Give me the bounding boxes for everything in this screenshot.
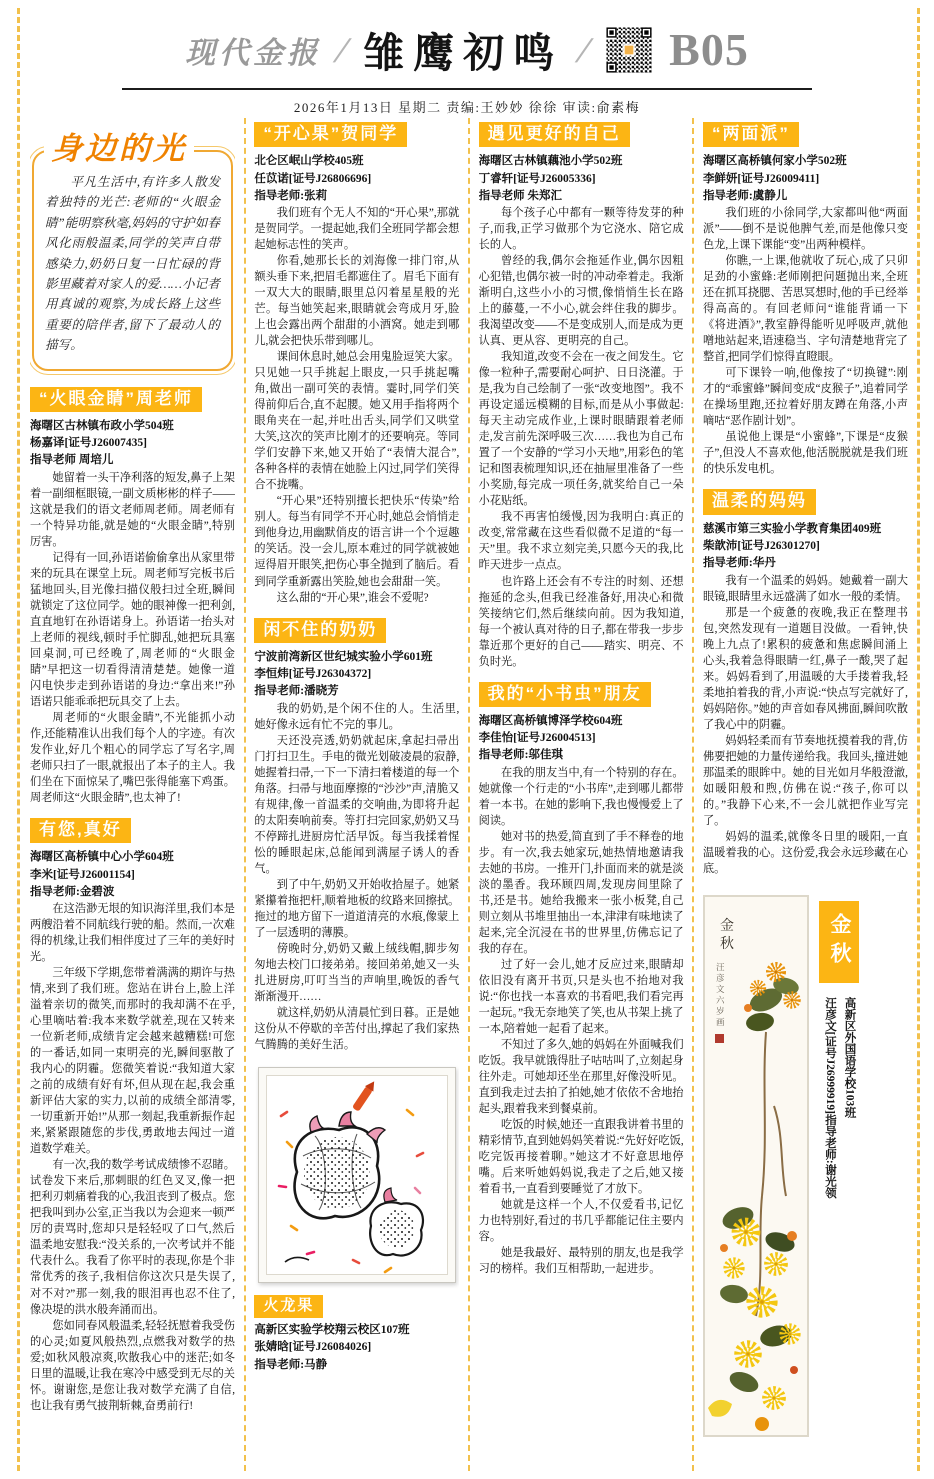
editor-intro [32, 131, 233, 371]
paragraph: 课间休息时,她总会用鬼脸逗笑大家。只见她一只手挑起上眼皮,一只手挑起嘴角,做出一副可笑的表情。霎时,同学们笑得前仰后合,直不起腰。她又用手指将两个眼角夹在一起,并吐出舌头,同学们又哄堂大笑,这次的笑声比刚才的还要响亮。等同学们安静下来,她又开始了“表情大混合”,各种各样的表情在她脸上闪过,同学们笑得合不拢嘴。 [254, 351, 460, 492]
paragraph: 我们班的小徐同学,大家都叫他“两面派”——倒不是说他脾气差,而是他像只变色龙,上课下课能“变”出两种模样。 [702, 207, 908, 252]
svg-text:画: 画 [715, 1016, 725, 1027]
byline-author: 李恒炜[证号J26304372] [254, 668, 372, 681]
article-title: “开心果”贺同学 [254, 122, 407, 147]
byline-author: 李米[证号J26001154] [30, 868, 135, 881]
column-divider [692, 118, 694, 1471]
paragraph: 周老师的“火眼金睛”,不光能抓小动作,还能精准认出我们每个人的字迹。有次发作业,好几个粗心的同学忘了写名字,周老师只扫了一眼,就报出了本子的主人。我们坐在下面惊呆了,嘴巴张得能塞下鸡蛋。周老师这“火眼金睛”,也太神了! [30, 711, 235, 804]
slash-divider: / [333, 29, 351, 70]
byline-school: 海曙区高桥镇博泽学校604班 [478, 714, 623, 727]
byline-teacher: 指导老师:潘晓芳 [254, 685, 339, 698]
byline-author: 任苡诺[证号J26806696] [254, 172, 372, 185]
byline-author: 汪彦文[证号J26999919] [823, 996, 836, 1114]
paragraph: 你看,她那长长的刘海像一排门帘,从额头垂下来,把眉毛都遮住了。眉毛下面有一双大大的眼睛,眼里总闪着星星般的光芒。每当她笑起来,眼睛就会弯成月牙,脸上也会露出两个甜甜的小酒窝。她走到哪儿,就会把快乐带到哪儿。 [254, 255, 460, 348]
byline-teacher: 指导老师 朱郑汇 [478, 189, 562, 202]
byline-school: 海曙区古林镇藕池小学502班 [478, 155, 623, 168]
paragraph: 她是我最好、最特别的朋友,也是我学习的榜样。我们互相帮助,一起进步。 [478, 1247, 684, 1276]
paragraph: 有一次,我的数学考试成绩惨不忍睹。试卷发下来后,那刺眼的红色叉叉,像一把把利刃刺痛着我的心,我沮丧到了极点。您把我叫到办公室,正当我以为会迎来一顿严厉的责骂时,您却只是轻轻叹了口气,然后温柔地安慰我:“没关系的,一次考试并不能代表什么。我看了你平时的表现,你是个非常优秀的孩子,我相信你这次只是失误了,对不对?”那一刻,我的眼泪再也忍不住了,像决堤的洪水般奔涌而出。 [30, 1159, 235, 1316]
article-title: “火眼金睛”周老师 [30, 387, 202, 412]
article-fire-eyes-teacher [30, 375, 235, 806]
golden-autumn-artwork [703, 895, 908, 1437]
byline-school: 慈溪市第三实验小学教育集团409班 [702, 522, 882, 535]
paragraph: 虽说他上课是“小蜜蜂”,下课是“皮猴子”,但没人不喜欢他,他活脱脱就是我们班的快乐发电机。 [702, 431, 908, 476]
paragraph: 曾经的我,偶尔会拖延作业,偶尔因粗心犯错,也偶尔被一时的冲动牵着走。我渐渐明白,这些小小的习惯,像悄悄生长在路上的藤蔓,一不小心,就会绊住我的脚步。我渴望改变——不是变成别人,而是成为更认真、更从容、更明亮的自己。 [478, 255, 684, 348]
paragraph: 她对书的热爱,简直到了手不释卷的地步。有一次,我去她家玩,她热情地邀请我去她的书房。一推开门,扑面而来的就是淡淡的墨香。我环顾四周,发现房间里除了书,还是书。她给我搬来一张小板凳,自己则立刻从书堆里抽出一本,津津有味地读了起来,完全沉浸在书的世界里,仿佛忘记了我的存在。 [478, 830, 684, 955]
column-2 [254, 116, 459, 1473]
article-thank-you-teacher [30, 806, 235, 1414]
paragraph: 在这浩渺无垠的知识海洋里,我们本是两艘沿着不同航线行驶的船。然而,一次难得的机缘,让我们相伴度过了三年的美好时光。 [30, 903, 235, 964]
article-happy-fruit [254, 116, 459, 606]
paragraph: 我们班有个无人不知的“开心果”,那就是贺同学。一提起她,我们全班同学都会想起她标志性的笑声。 [254, 207, 460, 252]
right-dashed-border [917, 8, 920, 1471]
svg-text:文: 文 [715, 983, 725, 994]
intro-body: 平凡生活中,有许多人散发着独特的光芒:老师的“火眼金睛”能明察秋毫,妈妈的守护如春风化雨般温柔,同学的笑声自带感染力,奶奶日复一日忙碌的背影里藏着对家人的爱……小记者用真诚的观察,为成长路上这些重要的陪伴者,留下了最动人的描写。 [45, 175, 220, 353]
byline-author: 李鲜妍[证号J26009411] [702, 172, 820, 185]
article-title: 我的“小书虫”朋友 [479, 682, 651, 707]
page-number: B05 [669, 24, 749, 75]
byline-teacher: 指导老师:邬佳琪 [478, 749, 563, 762]
dateline: 2026年1月13日 星期二 责编:王妙妙 徐徐 审读:俞素梅 [293, 100, 641, 115]
paragraph: 我的奶奶,是个闲不住的人。生活里,她好像永远有忙不完的事儿。 [254, 702, 460, 731]
byline [254, 649, 459, 701]
byline [30, 849, 235, 901]
article-bookworm-friend [479, 670, 684, 1278]
paragraph: 我有一个温柔的妈妈。她戴着一副大眼镜,眼睛里永远盛满了如水一般的柔情。 [702, 574, 908, 603]
paragraph: 在我的朋友当中,有一个特别的存在。她就像一个行走的“小书库”,走到哪儿都带着一本书。在她的影响下,我也慢慢爱上了阅读。 [478, 766, 684, 827]
byline-teacher: 指导老师:金碧波 [30, 885, 115, 898]
byline [703, 521, 908, 573]
byline [254, 153, 459, 205]
article-better-self [479, 116, 684, 670]
byline [479, 153, 684, 205]
intro-title: 身边的光 [44, 123, 194, 168]
paragraph: 我知道,改变不会在一夜之间发生。它像一粒种子,需要耐心呵护、日日浇灌。于是,我为自己绘制了一张“改变地图”。我不再设定遥远模糊的目标,而是从小事做起:每天主动完成作业,上课时眼睛跟着老师走,发言前先深呼吸三次……我也为自己布置了一个安静的“学习小天地”,用彩色的笔记和图表梳理知识,还在抽屉里准备了一些小奖励,每完成一项任务,就奖给自己一朵小花贴纸。 [478, 351, 684, 508]
paragraph: 记得有一回,孙语诺偷偷拿出从家里带来的玩具在课堂上玩。周老师写完板书后猛地回头,目光像扫描仪般扫过全班,瞬间就锁定了这位同学。她的眼神像一把利剑,直直地钉在孙语诺身上。孙语诺一抬头对上老师的视线,顿时手忙脚乱,她把玩具塞回桌洞,可已经晚了,周老师的“火眼金睛”早把这一切看得清清楚楚。她像一道闪电快步走到孙语诺的身边:“拿出来!”孙语诺只能乖乖把玩具交了上去。 [30, 551, 235, 708]
masthead: 现代金报 [185, 36, 322, 70]
artwork-byline [254, 1322, 459, 1374]
column-3 [479, 116, 684, 1473]
dragon-fruit-artwork [254, 1067, 459, 1374]
article-two-faced [703, 116, 908, 477]
article-title: 温柔的妈妈 [703, 489, 816, 514]
svg-text:六: 六 [715, 994, 725, 1005]
byline-school: 高新区实验学校翔云校区107班 [254, 1324, 410, 1337]
svg-text:秋: 秋 [719, 936, 734, 952]
column-divider [468, 118, 470, 1471]
byline-teacher: 指导老师:谢光领 [823, 1113, 836, 1199]
byline-author: 李佳怡[证号J26004513] [478, 732, 596, 745]
byline-school: 宁波前湾新区世纪城实验小学601班 [254, 650, 433, 663]
byline-author: 杨嘉译[证号J26007435] [30, 437, 147, 450]
slash-divider: / [575, 29, 593, 70]
paragraph: 你瞧,一上课,他就收了玩心,成了只卯足劲的小蜜蜂:老师刚把问题抛出来,全班还在抓耳挠腮、苦思冥想时,他的手已经举得高高的。有回老师问“谁能背诵一下《将进酒》”,教室静得能听见呼吸声,就他噌地站起来,语速稳当、字句清楚地背完了整首,把同学们惊得直瞪眼。 [702, 255, 908, 364]
byline-author: 柴歆沛[证号J26301270] [702, 540, 820, 553]
article-busy-grandma [254, 606, 459, 1053]
paragraph: 这么甜的“开心果”,谁会不爱呢? [276, 591, 429, 604]
byline-teacher: 指导老师 周培儿 [30, 454, 114, 467]
left-dashed-border [17, 8, 20, 1471]
paragraph: “开心果”还特别擅长把快乐“传染”给别人。每当有同学不开心时,她总会悄悄走到他身边,用幽默俏皮的语言讲一个个逗趣的笑话。没一会儿,原本难过的同学就被她逗得眉开眼笑,把伤心事全抛到了脑后。看到同学重新露出笑脸,她也会甜甜一笑。 [254, 495, 460, 588]
picture-frame [258, 1067, 456, 1283]
byline-school: 海曙区高桥镇中心小学604班 [30, 851, 174, 864]
paragraph: 也许路上还会有不专注的时刻、还想拖延的念头,但我已经准备好,用决心和微笑接纳它们,然后继续向前。因为我知道,每一个被认真对待的日子,都在带我一步步靠近那个更好的自己——踏实、明亮、不负时光。 [478, 575, 684, 668]
column-divider [244, 118, 246, 1471]
paragraph: 每个孩子心中都有一颗等待发芽的种子,而我,正学习做那个为它浇水、陪它成长的人。 [478, 207, 684, 252]
paragraph: 她留着一头干净利落的短发,鼻子上架着一副细框眼镜,一副文质彬彬的样子——这就是我们的语文老师周老师。周老师有一个特异功能,就是她的“火眼金睛”,特别厉害。 [30, 471, 235, 548]
dragon-fruit-drawing [267, 1076, 433, 1274]
paragraph: 可下课铃一响,他像按了“切换键”:刚才的“乖蜜蜂”瞬间变成“皮猴子”,追着同学在操场里跑,还拉着好朋友蹲在角落,小声嘀咕“恶作剧计划”。 [702, 367, 908, 428]
article-title: 闲不住的奶奶 [254, 618, 386, 643]
byline-school: 高新区外国语学校103班 [843, 996, 856, 1118]
byline-school: 北仑区岷山学校405班 [254, 155, 364, 168]
paragraph: 天还没亮透,奶奶就起床,拿起扫帚出门打扫卫生。手电的微光划破凌晨的寂静,她握着扫帚,一下一下清扫着楼道的每一个角落。扫帚与地面摩擦的“沙沙”声,清脆又有规律,像一首温柔的交响曲,为即将升起的太阳奏响前奏。等打扫完回家,奶奶又马不停蹄扎进厨房忙活早饭。每当我揉着惺忪的睡眼起床,总能闻到满屋子诱人的香气。 [254, 734, 460, 875]
svg-text:金: 金 [719, 918, 734, 934]
paragraph: 我不再害怕缓慢,因为我明白:真正的改变,常常藏在这些看似微不足道的“每一天”里。我不求立刻完美,只愿今天的我,比昨天进步一点点。 [478, 511, 684, 572]
byline-teacher: 指导老师:华丹 [702, 557, 776, 570]
svg-text:汪: 汪 [715, 961, 725, 972]
chrysanthemum-painting [704, 896, 808, 1436]
paragraph: 傍晚时分,奶奶又戴上绒线帽,脚步匆匆地去校门口接弟弟。接回弟弟,她又一头扎进厨房,叮叮当当的声响里,晚饭的香气渐渐漫开…… [254, 942, 460, 1003]
paragraph: 她就是这样一个人,不仅爱看书,记忆力也特别好,看过的书几乎都能记住主要内容。 [478, 1199, 684, 1244]
article-gentle-mom [703, 477, 908, 876]
byline [479, 713, 684, 765]
paragraph: 那是一个疲惫的夜晚,我正在整理书包,突然发现有一道题目没做。一看钟,快晚上九点了!累积的疲惫和焦虑瞬间涌上心头,我着急得眼睛一红,鼻子一酸,哭了起来。妈妈看到了,用温暖的大手搂着我,轻柔地拍着我的背,小声说:“快点写完就好了,妈妈陪你。”她的声音如春风拂面,瞬间吹散了我心中的阴霾。 [702, 606, 908, 731]
paragraph: 到了中午,奶奶又开始收拾屋子。她紧紧攥着拖把杆,顺着地板的纹路来回擦拭。拖过的地方留下一道道清亮的水痕,像蒙上了一层透明的薄膜。 [254, 878, 460, 939]
article-title: 有您,真好 [30, 818, 131, 843]
paragraph: 您如同春风般温柔,轻轻抚慰着我受伤的心灵;如夏风般热烈,点燃我对数学的热爱;如秋风般凉爽,吹散我心中的迷茫;如冬日里的温暖,让我在寒冷中感受到无尽的关怀。谢谢您,是您让我对数学充满了自信,也让我有勇气披荆斩棘,奋勇前行! [30, 1319, 235, 1412]
byline-school: 海曙区古林镇布政小学504班 [30, 419, 174, 432]
artwork-byline [819, 997, 858, 1327]
article-title: “两面派” [703, 122, 799, 147]
paragraph: 妈妈轻柔而有节奏地抚摸着我的背,仿佛要把她的力量传递给我。我回头,撞进她那温柔的眼眸中。她的目光如月华般澄澈,如暖阳般和煦,仿佛在说:“孩子,你可以的。”我静下心来,不一会儿就把作业写完了。 [702, 734, 908, 827]
paragraph: 就这样,奶奶从清晨忙到日暮。正是她这份从不停歇的辛苦付出,撑起了我们家热气腾腾的美好生活。 [254, 1006, 460, 1051]
paragraph: 过了好一会儿,她才反应过来,眼睛却依旧没有离开书页,只是头也不抬地对我说:“你也找一本喜欢的书看吧,我们看完再一起玩。”我无奈地笑了笑,也从书架上挑了一本,陪着她一起看了起来。 [478, 958, 684, 1035]
paragraph: 妈妈的温柔,就像冬日里的暖阳,一直温暖着我的心。这份爱,我会永远珍藏在心底。 [702, 830, 908, 875]
paragraph: 三年级下学期,您带着满满的期许与热情,来到了我们班。您站在讲台上,脸上洋溢着亲切的微笑,而那时的我却满不在乎,心里嘀咕着:我本来数学就差,现在又转来一位新老师,成绩肯定会越来越糟糕!可您的一番话,如同一束明亮的光,瞬间驱散了我内心的阴霾。您微笑着说:“我知道大家之前的成绩有好有坏,但从现在起,我会重新评估大家的实力,以前的成绩全部清零,一切重新开始!”从那一刻起,我重新振作起来,紧紧跟随您的步伐,勇敢地去闯过一道道数学难关。 [30, 967, 235, 1156]
section-title: 雏鹰初鸣 [363, 30, 564, 76]
columns [30, 116, 908, 1473]
svg-text:彦: 彦 [715, 972, 725, 983]
qr-code-icon [605, 26, 653, 74]
column-4 [703, 116, 908, 1473]
intro-box [32, 150, 233, 371]
header-rule [122, 88, 812, 90]
byline [703, 153, 908, 205]
paragraph: 吃饭的时候,她还一直跟我讲着书里的精彩情节,直到她妈妈笑着说:“先好好吃饭,吃完饭再接着聊。”她这才不好意思地停嘴。后来听她妈妈说,我走了之后,她又接着看书,一直看到要睡觉了才放下。 [478, 1119, 684, 1196]
article-title: 遇见更好的自己 [479, 122, 630, 147]
artwork-title: 火龙果 [254, 1295, 323, 1318]
byline-author: 丁睿轩[证号J26005336] [478, 172, 596, 185]
byline-teacher: 指导老师:张莉 [254, 189, 328, 202]
byline [30, 418, 235, 470]
byline-teacher: 指导老师:虞静儿 [702, 189, 788, 202]
byline-author: 张婧晗[证号J26084026] [254, 1341, 372, 1354]
paragraph: 不知过了多久,她的妈妈在外面喊我们吃饭。我早就饿得肚子咕咕叫了,立刻起身往外走。可她却还坐在那里,好像没听见。直到我走过去拍了拍她,她才依依不舍地抬起头,跟着我来到餐桌前。 [478, 1039, 684, 1116]
byline-author-teacher [819, 997, 839, 1327]
byline-teacher: 指导老师:马静 [254, 1358, 328, 1371]
svg-text:岁: 岁 [715, 1005, 725, 1016]
byline-school: 海曙区高桥镇何家小学502班 [702, 155, 847, 168]
column-1 [30, 116, 235, 1473]
artwork-title: 金秋 [819, 901, 859, 983]
page-header [0, 0, 934, 116]
